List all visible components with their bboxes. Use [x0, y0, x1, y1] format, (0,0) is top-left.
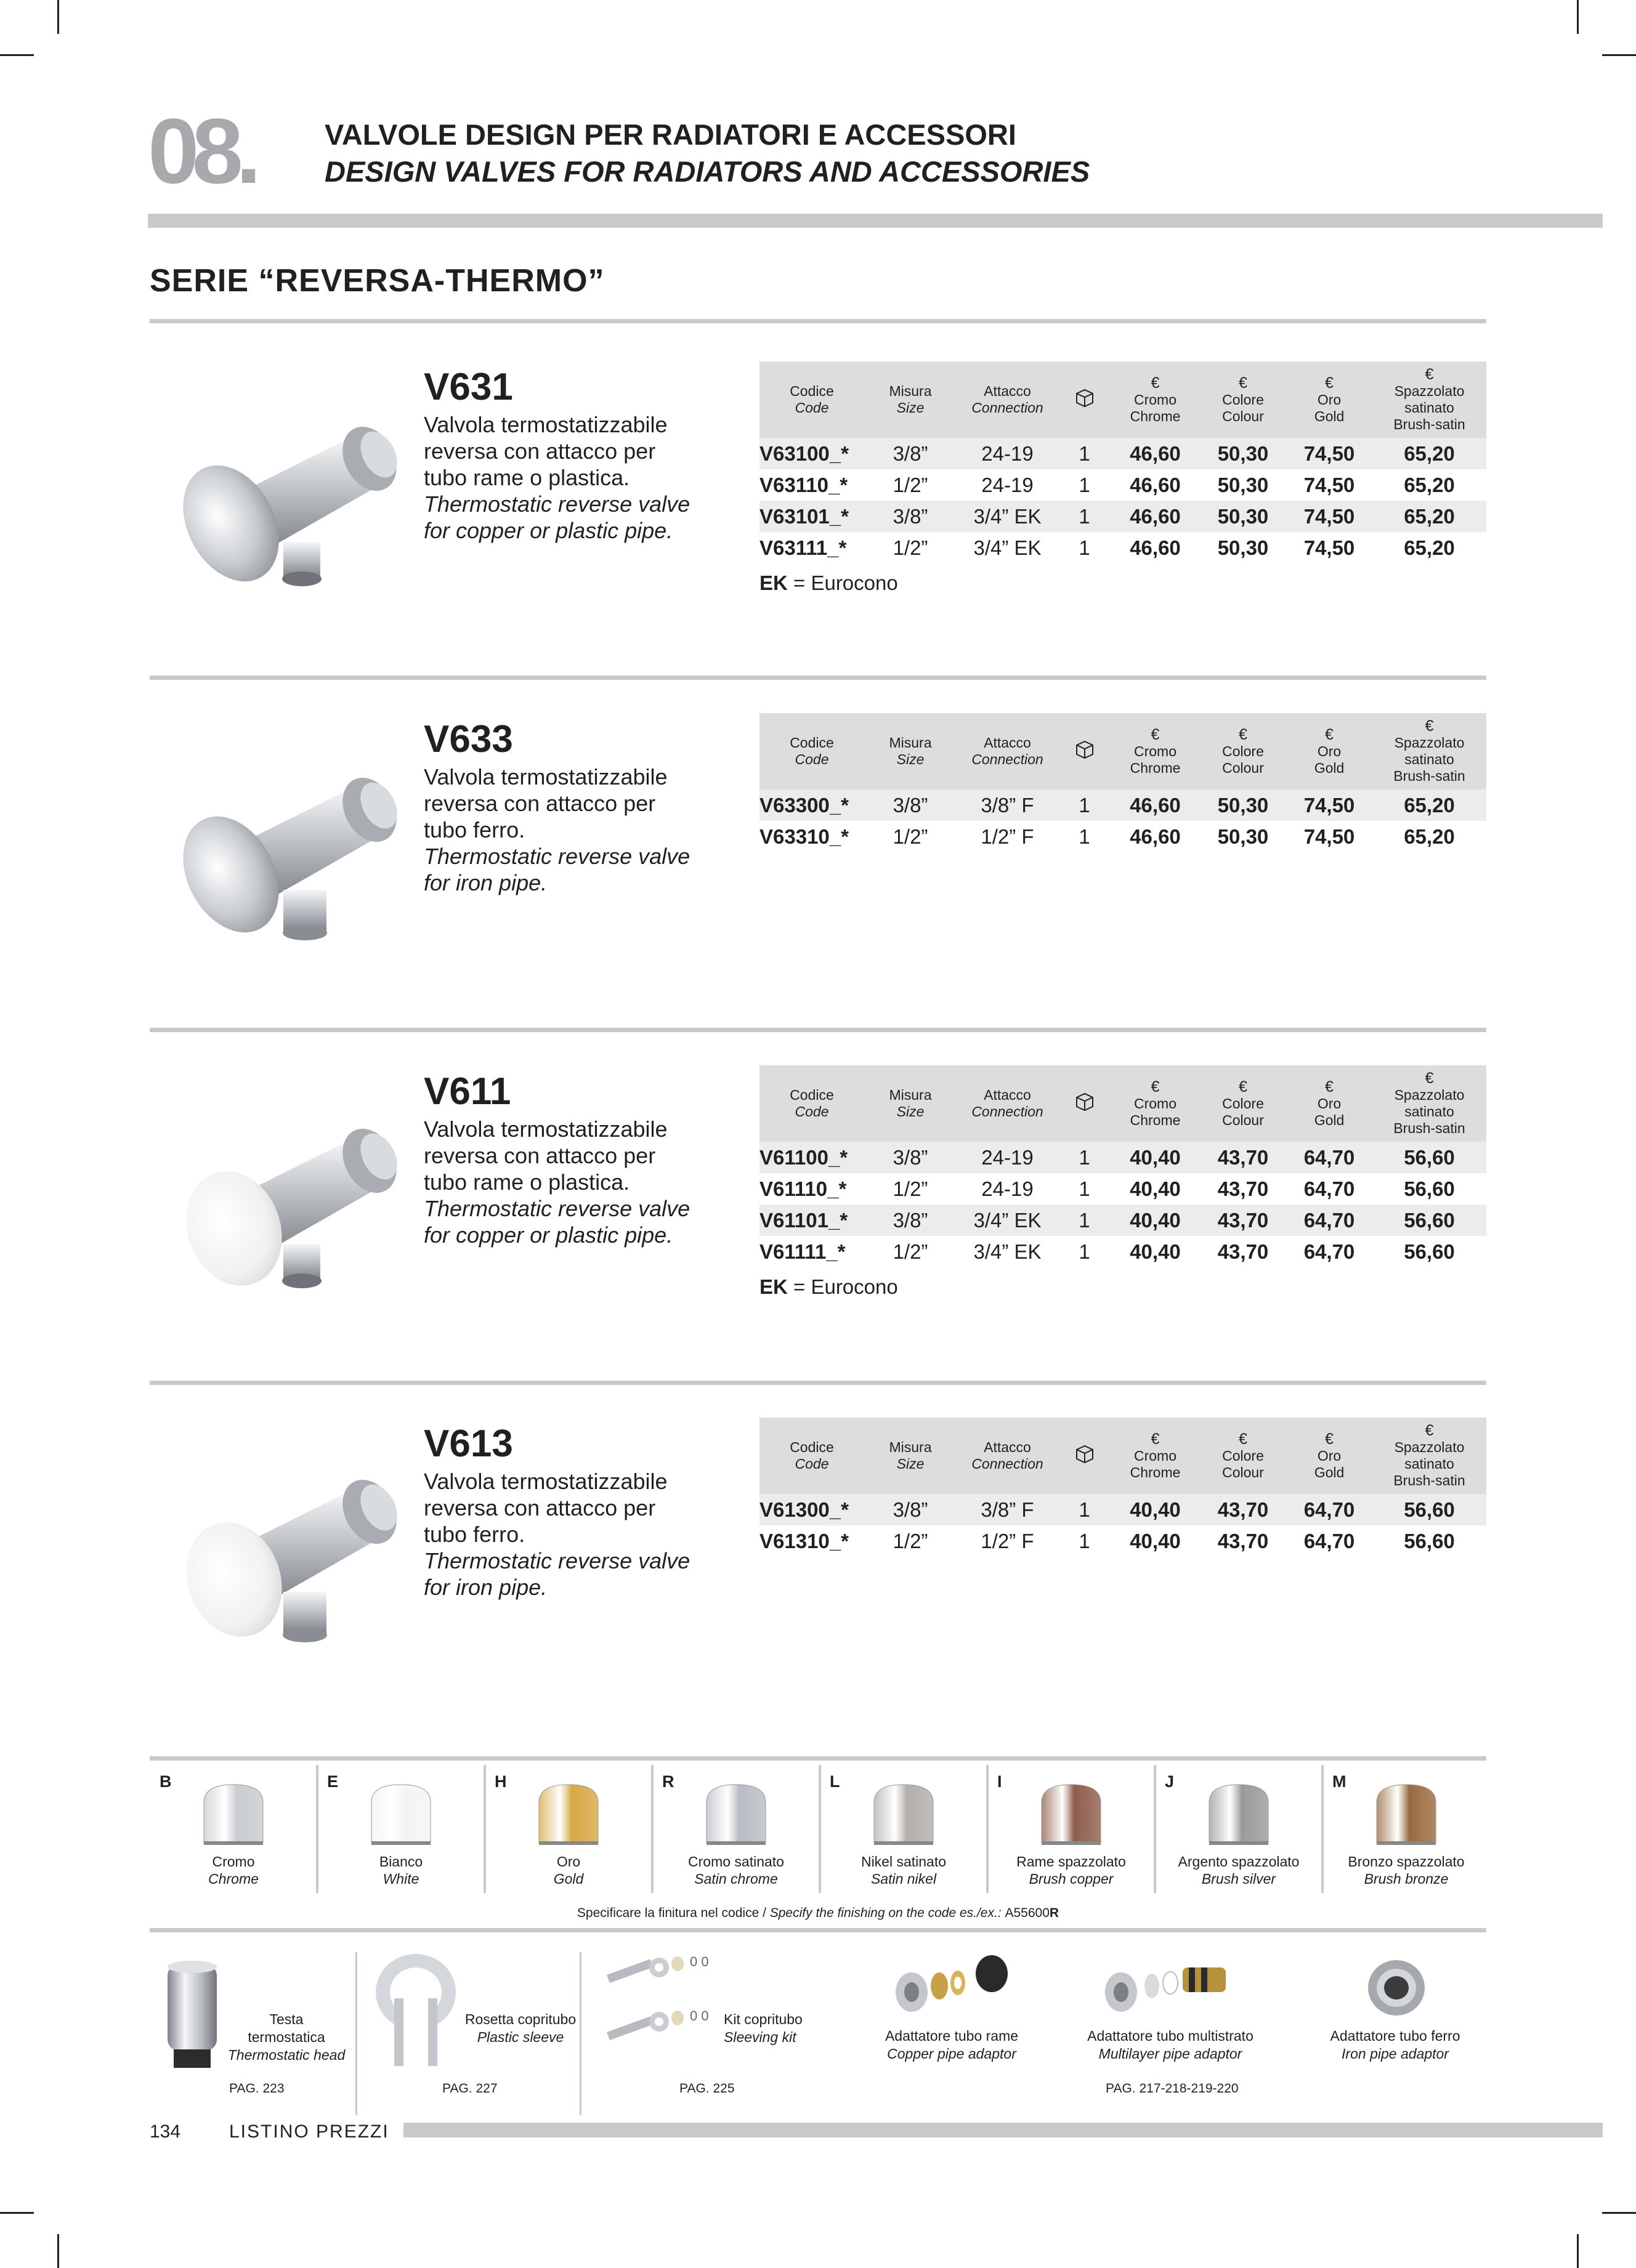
cell-connection: 3/4” EK	[957, 501, 1058, 532]
multilayer-adaptor-image	[1103, 1958, 1244, 2020]
valve-v631-image	[166, 406, 425, 603]
finish-name: Cromo Chrome	[208, 1854, 259, 1887]
accessory-label	[850, 2027, 1053, 2063]
cell-size: 1/2”	[893, 1177, 928, 1200]
col-chrome: € Cromo Chrome	[1111, 361, 1200, 438]
price-table	[759, 1065, 1486, 1267]
cell-price-chrome: 40,40	[1111, 1205, 1200, 1236]
cell-price-gold: 74,50	[1286, 789, 1372, 821]
cell-price-gold: 64,70	[1286, 1142, 1372, 1173]
product-title: V613	[424, 1423, 513, 1465]
cell-price-colour: 50,30	[1200, 789, 1286, 821]
header-bar	[148, 214, 1603, 228]
product-description	[424, 411, 690, 544]
table-row	[759, 1205, 1486, 1236]
cell-size: 1/2”	[893, 1529, 928, 1552]
finish-separator	[651, 1765, 654, 1893]
cell-quantity: 1	[1058, 789, 1111, 821]
desc-line-it: reversa con attacco per	[424, 1143, 656, 1168]
cell-price-brush: 56,60	[1372, 1494, 1486, 1525]
finish-separator	[1321, 1765, 1324, 1893]
desc-line-it: reversa con attacco per	[424, 1495, 656, 1520]
cell-price-chrome: 46,60	[1111, 501, 1200, 532]
accessory-label	[724, 2011, 822, 2046]
finish-separator	[986, 1765, 989, 1893]
accessory-name-it: Testa	[269, 2011, 304, 2027]
desc-line-en: Thermostatic reverse valve	[424, 1196, 690, 1221]
accessory-name-it: Adattatore tubo ferro	[1330, 2028, 1460, 2044]
cell-price-colour: 43,70	[1217, 1529, 1269, 1552]
cell-quantity: 1	[1058, 501, 1111, 532]
accessory-name-en: Copper pipe adaptor	[887, 2046, 1016, 2062]
desc-line-it: Valvola termostatizzabile	[424, 1469, 668, 1494]
accessory-label	[216, 2011, 357, 2064]
finish-name: Cromo satinato Satin chrome	[688, 1854, 784, 1887]
cell-price-gold: 74,50	[1286, 501, 1372, 532]
package-icon	[1074, 1443, 1095, 1464]
sleeving-kit-image	[601, 1949, 730, 2063]
crop-mark	[1602, 54, 1636, 56]
table-row	[759, 1173, 1486, 1205]
chapter-title-it: VALVOLE DESIGN PER RADIATORI E ACCESSORI	[325, 118, 1016, 151]
col-colour: € Colore Colour	[1200, 713, 1286, 789]
cell-price-gold: 74,50	[1303, 473, 1355, 496]
cell-connection: 3/4” EK	[957, 1205, 1058, 1236]
package-icon	[1074, 387, 1095, 408]
accessory-label	[1069, 2027, 1272, 2063]
series-title: SERIE “REVERSA-THERMO”	[150, 263, 605, 299]
cell-price-chrome: 46,60	[1130, 825, 1181, 848]
desc-line-it: tubo rame o plastica.	[424, 1169, 630, 1195]
desc-line-it: reversa con attacco per	[424, 791, 656, 816]
cell-code: V63300_*	[759, 789, 864, 821]
table-row	[759, 1525, 1486, 1557]
finish-letter: H	[495, 1772, 507, 1791]
crop-mark	[1577, 0, 1579, 34]
cell-code: V61111_*	[759, 1240, 846, 1263]
finish-cap-icon	[702, 1781, 771, 1846]
cell-connection: 1/2” F	[981, 1529, 1034, 1552]
cell-price-chrome: 40,40	[1130, 1177, 1181, 1200]
desc-line-en: for iron pipe.	[424, 1575, 548, 1600]
finish-cap-icon	[1204, 1781, 1273, 1846]
package-icon	[1074, 1091, 1095, 1112]
col-size: Misura Size	[864, 713, 957, 789]
finish-swatch	[150, 1765, 317, 1899]
desc-line-en: Thermostatic reverse valve	[424, 1548, 690, 1573]
finish-swatch	[652, 1765, 820, 1899]
col-connection: Attacco Connection	[957, 1065, 1058, 1142]
cell-connection: 3/4” EK	[973, 1240, 1042, 1263]
finish-cap-icon	[199, 1781, 268, 1846]
finishes-rule	[150, 1756, 1486, 1761]
col-chrome: € Cromo Chrome	[1111, 713, 1200, 789]
valve-v633-image	[166, 757, 425, 954]
cell-price-gold: 64,70	[1303, 1177, 1355, 1200]
finish-cap-icon	[1037, 1781, 1106, 1846]
cell-quantity: 1	[1079, 1177, 1090, 1200]
table-row	[759, 501, 1486, 532]
col-brush: € Spazzolato satinato Brush-satin	[1372, 1418, 1486, 1494]
cell-size: 1/2”	[893, 1240, 928, 1263]
cell-price-chrome: 40,40	[1111, 1494, 1200, 1525]
section-rule	[150, 676, 1486, 680]
cell-quantity: 1	[1058, 1494, 1111, 1525]
table-row	[759, 438, 1486, 469]
col-package	[1058, 1418, 1111, 1494]
price-table	[759, 361, 1486, 563]
finishes-rule	[150, 1928, 1486, 1932]
accessory-label	[1294, 2027, 1497, 2063]
finish-letter: I	[997, 1772, 1002, 1791]
cell-code: V63101_*	[759, 501, 864, 532]
page-reference: PAG. 227	[442, 2081, 498, 2096]
finish-name: Bianco White	[379, 1854, 423, 1887]
finish-separator	[1154, 1765, 1156, 1893]
svg-text:0 0: 0 0	[690, 1954, 709, 1969]
cell-size: 1/2”	[893, 825, 928, 848]
col-gold: € Oro Gold	[1286, 713, 1372, 789]
page-number: 134	[150, 2121, 181, 2142]
accessory-name-en: Plastic sleeve	[477, 2029, 564, 2045]
finish-cap-icon	[1372, 1781, 1441, 1846]
cell-connection: 3/8” F	[957, 1494, 1058, 1525]
plastic-sleeve-image	[370, 1949, 462, 2072]
cell-size: 3/8”	[864, 438, 957, 469]
accessory-name-it: termostatica	[248, 2029, 325, 2045]
cell-price-brush: 65,20	[1372, 501, 1486, 532]
desc-line-en: for copper or plastic pipe.	[424, 518, 673, 543]
col-code: Codice Code	[759, 1065, 864, 1142]
finish-swatch	[317, 1765, 485, 1899]
cell-code: V61110_*	[759, 1177, 847, 1200]
cell-price-gold: 64,70	[1286, 1494, 1372, 1525]
cell-code: V63110_*	[759, 473, 848, 496]
accessory-name-en: Sleeving kit	[724, 2029, 796, 2045]
col-code: Codice Code	[759, 361, 864, 438]
product-description	[424, 1116, 690, 1248]
finish-separator	[819, 1765, 821, 1893]
cell-price-brush: 56,60	[1372, 1142, 1486, 1173]
col-colour: € Colore Colour	[1200, 361, 1286, 438]
col-code: Codice Code	[759, 1418, 864, 1494]
cell-price-brush: 56,60	[1404, 1529, 1455, 1552]
cell-quantity: 1	[1058, 1205, 1111, 1236]
desc-line-it: Valvola termostatizzabile	[424, 412, 668, 437]
finish-swatch	[485, 1765, 652, 1899]
table-row	[759, 821, 1486, 852]
finish-letter: B	[160, 1772, 172, 1791]
valve-v613-image	[166, 1459, 425, 1657]
cell-size: 3/8”	[864, 1205, 957, 1236]
col-connection: Attacco Connection	[957, 361, 1058, 438]
finish-name: Nikel satinato Satin nikel	[861, 1854, 947, 1887]
chapter-title-en: DESIGN VALVES FOR RADIATORS AND ACCESSORIES	[325, 155, 1090, 188]
table-row	[759, 789, 1486, 821]
accessory-name-en: Multilayer pipe adaptor	[1098, 2046, 1242, 2062]
col-size: Misura Size	[864, 1065, 957, 1142]
cell-size: 3/8”	[864, 1142, 957, 1173]
product-description	[424, 1468, 690, 1600]
col-chrome: € Cromo Chrome	[1111, 1065, 1200, 1142]
cell-price-gold: 74,50	[1286, 438, 1372, 469]
crop-mark	[57, 0, 59, 34]
desc-line-it: tubo ferro.	[424, 817, 525, 842]
cell-price-chrome: 46,60	[1130, 473, 1181, 496]
page-reference: PAG. 217-218-219-220	[1106, 2081, 1239, 2096]
cell-size: 1/2”	[893, 473, 928, 496]
cell-price-colour: 50,30	[1200, 501, 1286, 532]
product-title: V633	[424, 718, 513, 761]
col-brush: € Spazzolato satinato Brush-satin	[1372, 361, 1486, 438]
finish-separator	[316, 1765, 318, 1893]
accessory-name-it: Adattatore tubo rame	[885, 2028, 1019, 2044]
finish-letter: L	[830, 1772, 840, 1791]
table-row	[759, 469, 1486, 501]
cell-price-colour: 43,70	[1200, 1494, 1286, 1525]
col-size: Misura Size	[864, 361, 957, 438]
cell-price-gold: 64,70	[1303, 1529, 1355, 1552]
cell-price-colour: 50,30	[1217, 473, 1269, 496]
cell-connection: 24-19	[981, 1177, 1034, 1200]
desc-line-it: Valvola termostatizzabile	[424, 764, 668, 789]
section-rule	[150, 319, 1486, 323]
cell-price-brush: 65,20	[1404, 473, 1455, 496]
cell-price-gold: 64,70	[1286, 1205, 1372, 1236]
crop-mark	[1577, 2234, 1579, 2268]
product-title: V611	[424, 1070, 511, 1113]
col-colour: € Colore Colour	[1200, 1418, 1286, 1494]
table-header-row	[759, 361, 1486, 438]
cell-code: V63310_*	[759, 825, 849, 848]
finish-note: Specificare la finitura nel codice / Specify the finishing on the code es./ex.: A55600R	[577, 1906, 1059, 1920]
cell-price-brush: 65,20	[1404, 536, 1455, 559]
col-chrome: € Cromo Chrome	[1111, 1418, 1200, 1494]
cell-price-brush: 65,20	[1372, 789, 1486, 821]
cell-code: V61310_*	[759, 1529, 849, 1552]
iron-adaptor-image	[1364, 1957, 1429, 2019]
page-reference: PAG. 225	[679, 2081, 735, 2096]
crop-mark	[0, 54, 34, 56]
finish-swatch	[1155, 1765, 1322, 1899]
cell-connection: 24-19	[957, 1142, 1058, 1173]
cell-price-brush: 56,60	[1404, 1240, 1455, 1263]
cell-code: V61100_*	[759, 1142, 864, 1173]
finish-letter: J	[1165, 1772, 1175, 1791]
finish-swatch	[820, 1765, 987, 1899]
cell-code: V63111_*	[759, 536, 847, 559]
cell-connection: 3/4” EK	[973, 536, 1042, 559]
price-table	[759, 713, 1486, 852]
cell-price-brush: 65,20	[1404, 825, 1455, 848]
cell-quantity: 1	[1079, 825, 1090, 848]
desc-line-en: for iron pipe.	[424, 870, 548, 895]
table-row	[759, 1494, 1486, 1525]
chapter-number: 08.	[148, 99, 254, 203]
table-row	[759, 1236, 1486, 1267]
table-row	[759, 1142, 1486, 1173]
crop-mark	[0, 2212, 34, 2214]
cell-price-chrome: 40,40	[1130, 1529, 1181, 1552]
col-size: Misura Size	[864, 1418, 957, 1494]
cell-size: 1/2”	[893, 536, 928, 559]
table-header-row	[759, 1418, 1486, 1494]
valve-v611-image	[166, 1108, 425, 1306]
finish-letter: E	[327, 1772, 339, 1791]
col-connection: Attacco Connection	[957, 713, 1058, 789]
product-description	[424, 764, 690, 896]
cell-price-colour: 50,30	[1217, 536, 1269, 559]
cell-price-gold: 74,50	[1303, 536, 1355, 559]
crop-mark	[1602, 2212, 1636, 2214]
copper-adaptor-image	[893, 1949, 1016, 2017]
cell-connection: 3/8” F	[957, 789, 1058, 821]
col-code: Codice Code	[759, 713, 864, 789]
page-reference: PAG. 223	[229, 2081, 285, 2096]
ek-note: EK = Eurocono	[759, 1275, 898, 1298]
ek-note: EK = Eurocono	[759, 571, 898, 594]
cell-size: 3/8”	[864, 501, 957, 532]
finish-letter: R	[662, 1772, 674, 1791]
col-colour: € Colore Colour	[1200, 1065, 1286, 1142]
accessory-name-it: Kit copritubo	[724, 2011, 803, 2027]
accessory-name-it: Rosetta copritubo	[464, 2011, 577, 2027]
col-connection: Attacco Connection	[957, 1418, 1058, 1494]
cell-quantity: 1	[1058, 438, 1111, 469]
accessory-name-en: Iron pipe adaptor	[1342, 2046, 1449, 2062]
finish-name: Rame spazzolato Brush copper	[1016, 1854, 1126, 1887]
finish-swatch	[987, 1765, 1155, 1899]
col-brush: € Spazzolato satinato Brush-satin	[1372, 713, 1486, 789]
finish-cap-icon	[366, 1781, 435, 1846]
table-header-row	[759, 713, 1486, 789]
section-rule	[150, 1381, 1486, 1385]
table-row	[759, 532, 1486, 563]
crop-mark	[57, 2234, 59, 2268]
col-gold: € Oro Gold	[1286, 1065, 1372, 1142]
footer-bar	[403, 2123, 1603, 2137]
cell-price-colour: 43,70	[1200, 1205, 1286, 1236]
cell-code: V61101_*	[759, 1205, 864, 1236]
cell-price-chrome: 46,60	[1111, 789, 1200, 821]
cell-size: 3/8”	[864, 789, 957, 821]
finish-name: Bronzo spazzolato Brush bronze	[1348, 1854, 1465, 1887]
package-icon	[1074, 739, 1095, 760]
finish-cap-icon	[869, 1781, 938, 1846]
col-package	[1058, 361, 1111, 438]
finish-name: Argento spazzolato Brush silver	[1178, 1854, 1300, 1887]
cell-code: V61300_*	[759, 1494, 864, 1525]
col-gold: € Oro Gold	[1286, 1418, 1372, 1494]
cell-price-chrome: 40,40	[1130, 1240, 1181, 1263]
price-table	[759, 1418, 1486, 1557]
cell-price-colour: 43,70	[1200, 1142, 1286, 1173]
finish-separator	[484, 1765, 486, 1893]
accessory-name-en: Thermostatic head	[227, 2047, 346, 2063]
cell-price-chrome: 46,60	[1130, 536, 1181, 559]
svg-text:0 0: 0 0	[690, 2008, 709, 2024]
table-header-row	[759, 1065, 1486, 1142]
cell-connection: 24-19	[957, 438, 1058, 469]
cell-price-colour: 50,30	[1217, 825, 1269, 848]
cell-quantity: 1	[1079, 1240, 1090, 1263]
col-brush: € Spazzolato satinato Brush-satin	[1372, 1065, 1486, 1142]
desc-line-it: Valvola termostatizzabile	[424, 1116, 668, 1142]
cell-price-gold: 74,50	[1303, 825, 1355, 848]
desc-line-en: for copper or plastic pipe.	[424, 1222, 673, 1248]
cell-price-colour: 43,70	[1217, 1177, 1269, 1200]
desc-line-it: tubo rame o plastica.	[424, 465, 630, 490]
col-package	[1058, 713, 1111, 789]
finish-letter: M	[1332, 1772, 1346, 1791]
col-package	[1058, 1065, 1111, 1142]
finish-cap-icon	[534, 1781, 603, 1846]
cell-quantity: 1	[1079, 536, 1090, 559]
finish-name: Oro Gold	[553, 1854, 584, 1887]
accessory-name-it: Adattatore tubo multistrato	[1087, 2028, 1253, 2044]
finish-swatch	[1322, 1765, 1490, 1899]
cell-connection: 1/2” F	[981, 825, 1034, 848]
cell-connection: 24-19	[981, 473, 1034, 496]
cell-quantity: 1	[1079, 473, 1090, 496]
cell-price-brush: 56,60	[1404, 1177, 1455, 1200]
desc-line-en: Thermostatic reverse valve	[424, 844, 690, 869]
product-title: V631	[424, 366, 513, 408]
col-gold: € Oro Gold	[1286, 361, 1372, 438]
cell-code: V63100_*	[759, 438, 864, 469]
cell-price-gold: 64,70	[1303, 1240, 1355, 1263]
section-rule	[150, 1028, 1486, 1032]
desc-line-en: Thermostatic reverse valve	[424, 491, 690, 517]
cell-price-colour: 50,30	[1200, 438, 1286, 469]
cell-price-chrome: 46,60	[1111, 438, 1200, 469]
cell-price-chrome: 40,40	[1111, 1142, 1200, 1173]
accessory-label	[453, 2011, 588, 2046]
desc-line-it: tubo ferro.	[424, 1522, 525, 1547]
cell-size: 3/8”	[864, 1494, 957, 1525]
footer-title: LISTINO PREZZI	[229, 2121, 389, 2142]
cell-price-brush: 65,20	[1372, 438, 1486, 469]
cell-quantity: 1	[1079, 1529, 1090, 1552]
cell-quantity: 1	[1058, 1142, 1111, 1173]
cell-price-brush: 56,60	[1372, 1205, 1486, 1236]
desc-line-it: reversa con attacco per	[424, 438, 656, 464]
cell-price-colour: 43,70	[1217, 1240, 1269, 1263]
